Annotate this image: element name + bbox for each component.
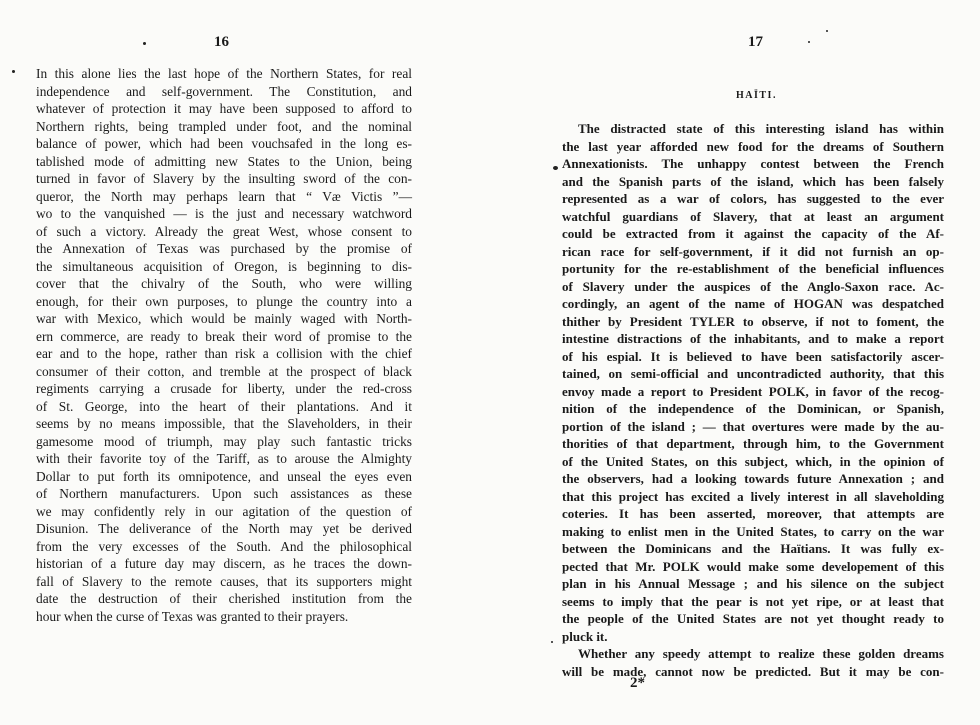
text-line: represented as a war of colors, has suggested to the ever	[562, 191, 944, 206]
text-line: wo to the vanquished — is the just and necessary watchword	[36, 206, 412, 221]
text-line: of the United States, on this subject, which, in the opinion of	[562, 453, 944, 469]
text-line: between the Dominicans and the Haïtians. It was fully ex-	[562, 541, 944, 556]
text-line: In this alone lies the last hope of the Northern States, for real	[36, 66, 412, 81]
text-line: the simultaneous acquisition of Oregon, is beginning to dis-	[36, 258, 412, 274]
text-line: thither by President TYLER to observe, if not to foment, the	[562, 313, 944, 329]
text-line: Disunion. The deliverance of the North may yet be derived	[36, 521, 412, 536]
text-line: turned in favor of Slavery by the insulting sword of the con-	[36, 171, 412, 186]
text-line: queror, the North may perhaps learn that “ Væ Victis ”—	[36, 188, 412, 204]
section-heading: HAÏTI.	[736, 90, 777, 101]
text-line: from the very excesses of the South. And the philosophical	[36, 538, 412, 554]
text-line: pected that Mr. POLK would make some developement of this	[562, 558, 944, 574]
text-line: historian of a future day may discern, as he traces the down-	[36, 556, 412, 571]
text-line: seems by no means impossible, that the Slaveholders, in their	[36, 416, 412, 431]
text-line: portunity for the re-establishment of the beneficial influences	[562, 261, 944, 276]
text-line: the people of the United States are not yet thought ready to	[562, 611, 944, 626]
ink-speck	[808, 41, 810, 43]
text-line: pluck it.	[562, 628, 608, 644]
text-line: balance of power, which had been vouchsafed in the long es-	[36, 136, 412, 151]
text-line: Annexationists. The unhappy contest between the French	[562, 156, 944, 171]
text-line: cover that the chivalry of the South, who were willing	[36, 276, 412, 291]
text-line: could be extracted from it against the capacity of the Af-	[562, 226, 944, 241]
text-line: watchful guardians of Slavery, that at least an argument	[562, 208, 944, 224]
right-page-body	[562, 120, 944, 680]
page-number-left: 16	[214, 34, 229, 50]
text-line: portion of the island ; — that overtures were made by the au-	[562, 418, 944, 434]
text-line: fall of Slavery to the remote causes, that its supporters might	[36, 573, 412, 589]
text-line: will be made, cannot now be predicted. But it may be con-	[562, 663, 944, 679]
text-line: and the Spanish parts of the island, which has been falsely	[562, 173, 944, 189]
left-page	[0, 0, 470, 725]
ink-speck	[826, 30, 828, 32]
text-line: the observers, had a looking towards future Annexation ; and	[562, 471, 944, 486]
text-line: The distracted state of this interesting island has within	[578, 121, 944, 136]
page-number-right: 17	[748, 34, 763, 50]
signature-mark: 2*	[630, 675, 645, 691]
text-line: of such a victory. Already the great West, whose consent to	[36, 223, 412, 239]
text-line: ear and to the hope, rather than risk a collision with the chief	[36, 346, 412, 361]
ink-speck	[143, 42, 146, 45]
text-line: consumer of their cotton, and tremble at the prospect of black	[36, 363, 412, 379]
text-line: independence and self-government. The Constitution, and	[36, 83, 412, 99]
ink-speck	[12, 70, 15, 73]
text-line: Northern rights, being trampled under foot, and the nominal	[36, 118, 412, 134]
text-line: rican race for self-government, if it did not furnish an op-	[562, 243, 944, 259]
text-line: thorities of that department, through him, to the Government	[562, 436, 944, 451]
left-page-body	[36, 65, 412, 625]
text-line: gamesome mood of triumph, may play such fantastic tricks	[36, 433, 412, 449]
ink-speck	[553, 166, 558, 170]
text-line: the last year afforded new food for the dreams of Southern	[562, 138, 944, 154]
text-line: of his espial. It is believed to have been satisfactorily ascer-	[562, 348, 944, 364]
text-line: tablished mode of admitting new States to the Union, being	[36, 153, 412, 169]
text-line: nition of the independence of the Dominican, or Spanish,	[562, 401, 944, 416]
text-line: intestine distractions of the inhabitants, and to make a report	[562, 331, 944, 346]
text-line: envoy made a report to President POLK, in favor of the recog-	[562, 383, 944, 399]
text-line: of Northern manufacturers. Upon such assistances as these	[36, 486, 412, 501]
text-line: date the destruction of their cherished institution from the	[36, 591, 412, 606]
text-line: we may confidently rely in our agitation of the question of	[36, 503, 412, 519]
text-line: with their favorite toy of the Tariff, as to arouse the Almighty	[36, 451, 412, 466]
text-line: cordingly, an agent of the name of HOGAN was despatched	[562, 296, 944, 311]
text-line: tained, on semi-official and uncontradicted authority, that this	[562, 366, 944, 381]
text-line: hour when the curse of Texas was granted to their prayers.	[36, 608, 349, 624]
text-line: coteries. It has been asserted, moreover, that attempts are	[562, 506, 944, 521]
text-line: war with Mexico, which would be mainly waged with North-	[36, 311, 412, 326]
right-page	[490, 0, 980, 725]
text-line: plan in his Annual Message ; and his silence on the subject	[562, 576, 944, 591]
text-line: of Slavery under the auspices of the Anglo-Saxon race. Ac-	[562, 278, 944, 294]
text-line: Dollar to put forth its omnipotence, and unseal the eyes even	[36, 468, 412, 484]
text-line: seems to imply that the pear is not yet ripe, or at least that	[562, 593, 944, 609]
text-line: that this project has excited a lively interest in all slaveholding	[562, 488, 944, 504]
text-line: the Annexation of Texas was purchased by the promise of	[36, 241, 412, 256]
text-line: Whether any speedy attempt to realize these golden dreams	[578, 646, 944, 661]
text-line: ern commerce, are ready to break their word of promise to the	[36, 328, 412, 344]
text-line: of St. George, into the heart of their plantations. And it	[36, 398, 412, 414]
text-line: whatever of protection it may have been supposed to afford to	[36, 101, 412, 116]
ink-speck	[551, 641, 553, 643]
text-line: enough, for their own purposes, to plunge the country into a	[36, 293, 412, 309]
text-line: making to enlist men in the United States, to carry on the war	[562, 523, 944, 539]
text-line: regiments carrying a crusade for liberty, under the red-cross	[36, 381, 412, 396]
